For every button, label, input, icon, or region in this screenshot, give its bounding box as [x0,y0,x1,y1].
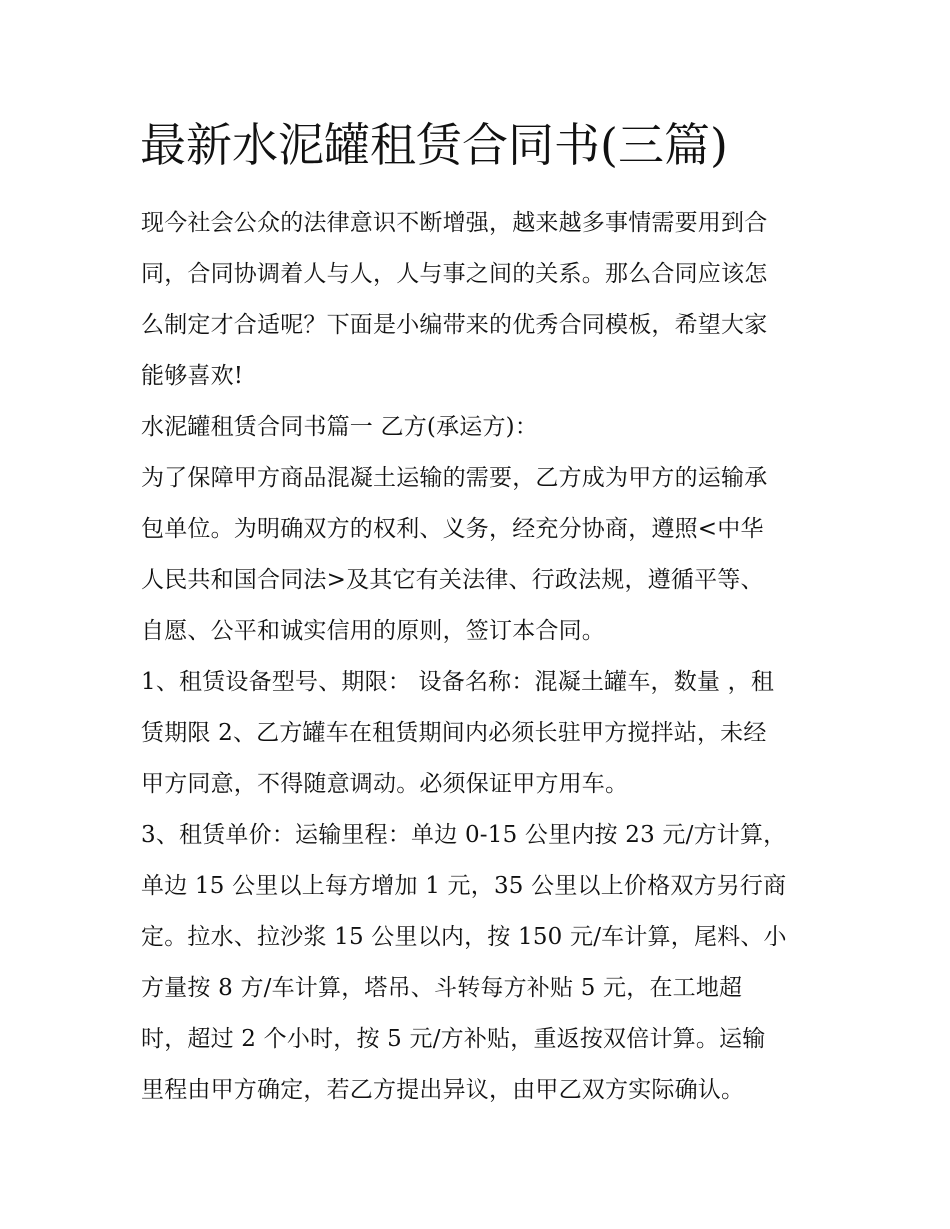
clause-line: 时，超过 2 个小时，按 5 元/方补贴，重返按双倍计算。运输 [141,1026,766,1052]
body-line: 人民共和国合同法>及其它有关法律、行政法规，遵循平等、 [141,567,764,593]
body-line: 能够喜欢! [141,363,244,389]
body-line: 同，合同协调着人与人，人与事之间的关系。那么合同应该怎 [141,261,768,287]
body-line: 为了保障甲方商品混凝土运输的需要，乙方成为甲方的运输承 [141,465,768,491]
section-heading: 水泥罐租赁合同书篇一 乙方(承运方)： [141,414,539,440]
clause-line: 里程由甲方确定，若乙方提出异议，由甲乙双方实际确认。 [141,1077,745,1103]
clause-line: 赁期限 2、乙方罐车在租赁期间内必须长驻甲方搅拌站，未经 [141,720,767,746]
clause-line: 1、租赁设备型号、期限： 设备名称：混凝土罐车，数量 ，租 [141,669,775,695]
body-line: 自愿、公平和诚实信用的原则，签订本合同。 [141,618,605,644]
document-title: 最新水泥罐租赁合同书(三篇) [140,118,728,172]
body-line: 么制定才合适呢？下面是小编带来的优秀合同模板，希望大家 [141,312,768,338]
body-line: 包单位。为明确双方的权利、义务，经充分协商，遵照<中华 [141,516,764,542]
document-body [141,198,813,1116]
clause-line: 3、租赁单价：运输里程：单边 0-15 公里内按 23 元/方计算， [141,822,787,848]
clause-line: 单边 15 公里以上每方增加 1 元，35 公里以上价格双方另行商 [141,873,787,899]
clause-line: 甲方同意，不得随意调动。必须保证甲方用车。 [141,771,629,797]
clause-line: 方量按 8 方/车计算，塔吊、斗转每方补贴 5 元，在工地超 [141,975,743,1001]
clause-line: 定。拉水、拉沙浆 15 公里以内，按 150 元/车计算，尾料、小 [141,924,787,950]
body-line: 现今社会公众的法律意识不断增强，越来越多事情需要用到合 [141,210,768,236]
